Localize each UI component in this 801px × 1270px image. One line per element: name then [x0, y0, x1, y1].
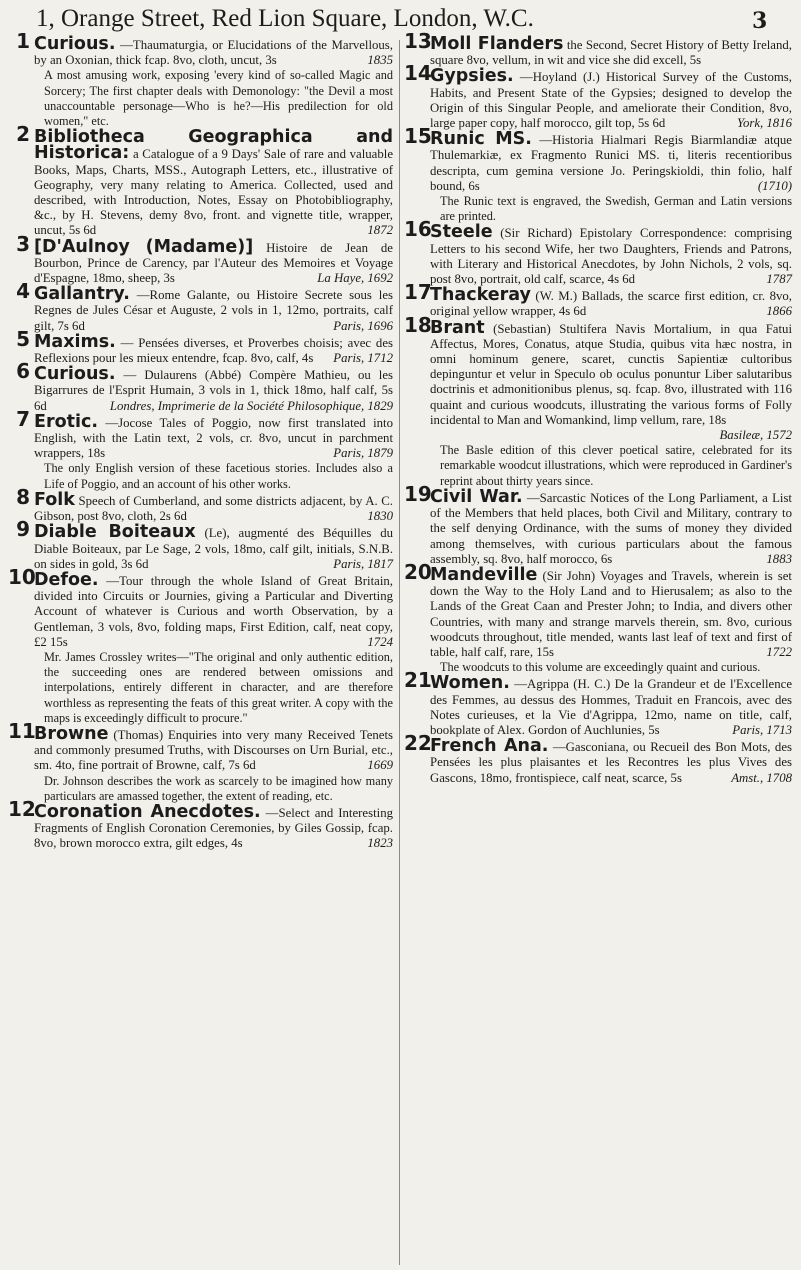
catalogue-entry	[8, 359, 393, 414]
entry-description	[34, 364, 393, 414]
catalogue-entry	[404, 124, 792, 224]
entry-heading: Women.	[430, 673, 510, 694]
entry-note: Dr. Johnson describes the work as scarcely to be imagined how many particulars are amassed together, the extent of reading, etc.	[44, 773, 393, 803]
entry-imprint: 1669	[367, 758, 393, 773]
entry-description	[430, 222, 792, 287]
entry-number: 11	[8, 718, 36, 743]
entry-description	[34, 127, 393, 238]
entry-body: (W. M.) Ballads, the scarce first edition, cr. 8vo, original yellow wrapper, 4s 6d	[430, 289, 792, 319]
entry-description	[34, 801, 393, 852]
catalogue-entry	[404, 668, 792, 738]
entry-number: 22	[404, 731, 432, 756]
entry-number: 4	[16, 279, 30, 304]
entry-note: Mr. James Crossley writes—"The original and only authentic edition, the succeeding ones are rendered between omissions and interpolations, entirely different in character, and are therefore worthless as representing the feats of this great writer. A copy with the maps is exceedingly difficult to procure."	[44, 649, 393, 725]
catalogue-entry	[8, 484, 393, 524]
entry-body: —Select and Interesting Fragments of English Coronation Ceremonies, by Giles Gossip, fcap. 8vo, brown morocco extra, gilt edges, 4s	[34, 805, 393, 851]
entry-imprint: 1787	[766, 272, 792, 287]
catalogue-entry	[404, 217, 792, 287]
column-divider	[399, 40, 400, 1265]
catalogue-entry	[404, 731, 792, 786]
catalogue-entry	[8, 326, 393, 366]
entry-number: 5	[16, 326, 30, 351]
entry-heading: Curious.	[34, 34, 116, 54]
entry-description	[430, 317, 792, 444]
entry-description	[34, 723, 393, 774]
entry-heading: Coronation Anecdotes.	[34, 801, 261, 822]
entry-body: (Sebastian) Stultifera Navis Mortalium, in qua Fatui Affectus, Mores, Conatus, atque Studia, quibus vita hæc nostra, in omni hominum genere, scaret, cunctis Sapientiæ cultoribus depinguntur et velur in Speculo ob oculus ponuntur Liber salutaribus doctrinis et admonitionibus plenus, sq. fcap. 8vo, illustrated with 116 quaint and curious woodcuts, illustrating the various forms of Folly incidental to Man and Womankind, limp vellum, rare, 18s	[430, 321, 792, 427]
entry-description	[34, 569, 393, 650]
entry-heading: Maxims.	[34, 331, 116, 352]
entry-imprint: 1883	[766, 551, 792, 566]
entry-description	[430, 34, 792, 68]
entry-number: 12	[8, 796, 36, 821]
entry-imprint: Basileæ, 1572	[719, 428, 792, 443]
entry-heading: Brant	[430, 317, 485, 338]
catalogue-entry	[8, 122, 393, 238]
entry-imprint: 1724	[367, 634, 393, 649]
catalogue-entry	[8, 29, 393, 129]
header-address: 1, Orange Street, Red Lion Square, London, W.C.	[36, 5, 534, 32]
entry-body: a Catalogue of a 9 Days' Sale of rare and valuable Books, Maps, Charts, MSS., Autograph Letters, etc., illustrative of Geography, very many relating to America. Collected, used and described, with Introduction, Notes, Essay on Photobibliography, &c., by H. Stevens, demy 8vo, front. and vignette title, wrapper, uncut, 5s 6d	[34, 147, 393, 238]
entry-heading: Steele	[430, 222, 493, 243]
entry-number: 3	[16, 231, 30, 256]
entry-body: —Hoyland (J.) Historical Survey of the Customs, Habits, and Present State of the Gypsies; designed to develop the Origin of this Singular People, and ameliorate their Condition, 8vo, large paper copy, half morocco, gilt top, 5s 6d	[430, 70, 792, 131]
entry-description	[430, 486, 792, 567]
entry-heading: Runic MS.	[430, 129, 532, 150]
entry-description	[430, 736, 792, 786]
entry-body: —Agrippa (H. C.) De la Grandeur et de l'Excellence des Femmes, au dessus des Hommes, Traduit en Francois, avec des Notes curieuses, et la Vie d'Agrippa, 12mo, name on title, calf, bookplate of Alex. Gordon of Auchlunies, 5s	[430, 677, 792, 737]
entry-description	[34, 34, 393, 68]
entry-description	[34, 489, 393, 524]
entry-number: 21	[404, 668, 432, 693]
catalogue-entry	[404, 280, 792, 319]
catalogue-entry	[404, 29, 792, 68]
entry-description	[34, 522, 393, 572]
entry-imprint: 1872	[367, 223, 393, 238]
entry-number: 10	[8, 564, 36, 589]
catalogue-entry	[404, 61, 792, 131]
entry-heading: Gypsies.	[430, 66, 514, 87]
entry-body: (Sir John) Voyages and Travels, wherein is set down the Way to the Holy Land and to Hierusalem; as also to the Lands of the Great Caan and Prester John; to India, and divers other Countries, with many and strange marvels therein, sm. 8vo, curious woodcuts throughout, title mended, wants last leaf of text and first of table, half calf, rare, 15s	[430, 568, 792, 659]
entry-note: The Basle edition of this clever poetical satire, celebrated for its remarkable woodcut illustrations, which were reproduced in Gardiner's reprint about thirty years since.	[440, 443, 792, 488]
catalogue-entry	[8, 564, 393, 726]
entry-body: (Thomas) Enquiries into very many Received Tenets and commonly presumed Truths, with Discourses on Urn Burial, etc., sm. 4to, fine portrait of Browne, calf, 7s 6d	[34, 727, 393, 773]
entry-imprint: Paris, 1879	[333, 446, 393, 461]
entry-note: The Runic text is engraved, the Swedish, German and Latin versions are printed.	[440, 194, 792, 224]
entry-heading: Folk	[34, 489, 75, 510]
entry-imprint: La Haye, 1692	[317, 271, 393, 286]
entry-imprint: Paris, 1817	[333, 556, 393, 571]
left-column	[8, 29, 393, 853]
entry-note: The only English version of these facetious stories. Includes also a Life of Poggio, and an account of his other works.	[44, 461, 393, 491]
catalogue-entry	[8, 231, 393, 287]
entry-heading: Curious.	[34, 364, 116, 385]
entry-body: —Thaumaturgia, or Elucidations of the Marvellous, by an Oxonian, thick fcap. 8vo, cloth, uncut, 3s	[34, 38, 393, 68]
entry-heading: Mandeville	[430, 564, 538, 585]
entry-heading: Bibliotheca Geographica and Historica:	[34, 127, 393, 164]
entry-body: —Rome Galante, ou Histoire Secrete sous les Regnes de Jules César et Auguste, 2 vols in 1, 12mo, portraits, calf gilt, 7s 6d	[34, 288, 393, 333]
entry-body: Speech of Cumberland, and some districts adjacent, by A. C. Gibson, post 8vo, cloth, 2s 6d	[34, 493, 393, 524]
entry-heading: Erotic.	[34, 411, 98, 432]
entry-body: (Sir Richard) Epistolary Correspondence: comprising Letters to his second Wife, her two Daughters, Friends and Patrons, with Literary and Historical Anecdotes, by John Nichols, 2 vols, sq. post 8vo, portrait, old calf, scarce, 4s 6d	[430, 226, 792, 287]
entry-imprint: York, 1816	[737, 116, 792, 131]
entry-imprint: Paris, 1713	[732, 722, 792, 737]
entry-imprint: 1830	[367, 509, 393, 524]
entry-number: 17	[404, 280, 432, 305]
entry-imprint: 1722	[766, 644, 792, 659]
entry-body: —Sarcastic Notices of the Long Parliament, a List of the Members that held places, both Civil and Military, contrary to the self denying Ordinance, with the sums of money they divided among themselves, with curious particulars about the famous assembly, sq. 8vo, half morocco, 6s	[430, 490, 792, 566]
entry-number: 20	[404, 559, 432, 584]
catalogue-entry	[8, 517, 393, 572]
right-column	[404, 29, 792, 787]
entry-body: (Le), augmenté des Béquilles du Diable Boiteaux, par Le Sage, 2 vols, 18mo, calf gilt, initials, S.N.B. on sides in gold, 3s 6d	[34, 526, 393, 571]
entry-body: —Jocose Tales of Poggio, now first translated into English, with the Latin text, 2 vols, cr. 8vo, uncut in parchment wrappers, 18s	[34, 415, 393, 461]
entry-note: The woodcuts to this volume are exceedingly quaint and curious.	[440, 660, 761, 675]
entry-body: Histoire de Jean de Bourbon, Prince de Carency, par l'Auteur des Memoires et Voyage d'Espagne, 18mo, sheep, 3s	[34, 240, 393, 286]
entry-imprint: 1866	[766, 304, 792, 319]
page-number: 3	[752, 8, 768, 34]
entry-description	[430, 564, 792, 660]
entry-imprint: 1823	[367, 836, 393, 851]
entry-heading: Moll Flanders	[430, 34, 564, 54]
entry-description	[34, 411, 393, 462]
entry-heading: Defoe.	[34, 569, 99, 590]
entry-description	[34, 284, 393, 334]
entry-number: 9	[16, 517, 30, 542]
entry-description	[430, 673, 792, 738]
catalogue-entry	[8, 279, 393, 334]
entry-heading: Thackeray	[430, 285, 531, 306]
entry-number: 14	[404, 61, 432, 86]
entry-number: 15	[404, 124, 432, 149]
entry-description	[430, 285, 792, 319]
entry-number: 1	[16, 29, 30, 53]
entry-body: —Gasconiana, ou Recueil des Bon Mots, des Pensées les plus plaisantes et les Recontres les plus Vives des Gascons, 18mo, frontispiece, calf neat, scarce, 5s	[430, 740, 792, 785]
entry-imprint: 1835	[367, 53, 393, 68]
entry-body: the Second, Secret History of Betty Ireland, square 8vo, vellum, in wit and vice she did excell, 5s	[430, 38, 792, 68]
entry-heading: Civil War.	[430, 486, 523, 507]
entry-number: 7	[16, 406, 30, 431]
entry-number: 18	[404, 312, 432, 337]
entry-number: 2	[16, 122, 30, 147]
entry-body: — Dulaurens (Abbé) Compère Mathieu, ou les Bigarrures de l'Esprit Humain, 3 vols in 1, thick 18mo, half calf, 5s 6d	[34, 368, 393, 413]
entry-imprint: (1710)	[757, 178, 792, 193]
catalogue-entry	[404, 559, 792, 675]
entry-body: — Pensées diverses, et Proverbes choisis; avec des Reflexions pour les mieux entendre, fcap. 8vo, calf, 4s	[34, 335, 393, 366]
catalogue-entry	[8, 718, 393, 804]
catalogue-entry	[8, 406, 393, 492]
entry-note: A most amusing work, exposing 'every kind of so-called Magic and Sorcery; The first chapter deals with Demonology: "the Devil a most unaccountable personage—Who is he?—His predilection for old women," etc.	[44, 68, 393, 129]
entry-number: 8	[16, 484, 30, 509]
entry-imprint: Paris, 1696	[333, 318, 393, 333]
entry-description	[34, 236, 393, 287]
entry-heading: Diable Boiteaux	[34, 522, 196, 543]
entry-number: 6	[16, 359, 30, 384]
entry-description	[430, 129, 792, 194]
entry-number: 19	[404, 481, 432, 506]
entry-number: 16	[404, 217, 432, 242]
entry-heading: Browne	[34, 723, 109, 744]
catalogue-entry	[8, 796, 393, 852]
entry-heading: French Ana.	[430, 736, 549, 757]
catalogue-entry	[404, 481, 792, 567]
entry-description	[34, 331, 393, 366]
entry-description	[430, 66, 792, 131]
catalogue-entry	[404, 312, 792, 489]
entry-heading: [D'Aulnoy (Madame)]	[34, 236, 254, 257]
entry-imprint: Londres, Imprimerie de la Société Philosophique, 1829	[109, 398, 393, 413]
entry-body: —Historia Hialmari Regis Biarmlandiæ atque Thulemarkiæ, ex Fragmento Runici MS. ti, literis recentioribus descripta, cum gemina versione Jo. Peringskioldi, thin folio, half bound, 6s	[430, 133, 792, 193]
entry-body: —Tour through the whole Island of Great Britain, divided into Circuits or Journies, giving a Particular and Diverting Account of whatever is Curious and worth Observation, by a Gentleman, 3 vols, 8vo, folding maps, First Edition, calf, neat copy, £2 15s	[34, 573, 393, 649]
entry-number: 13	[404, 29, 432, 53]
entry-heading: Gallantry.	[34, 284, 130, 305]
entry-imprint: Paris, 1712	[333, 351, 393, 366]
entry-imprint: Amst., 1708	[731, 770, 792, 785]
